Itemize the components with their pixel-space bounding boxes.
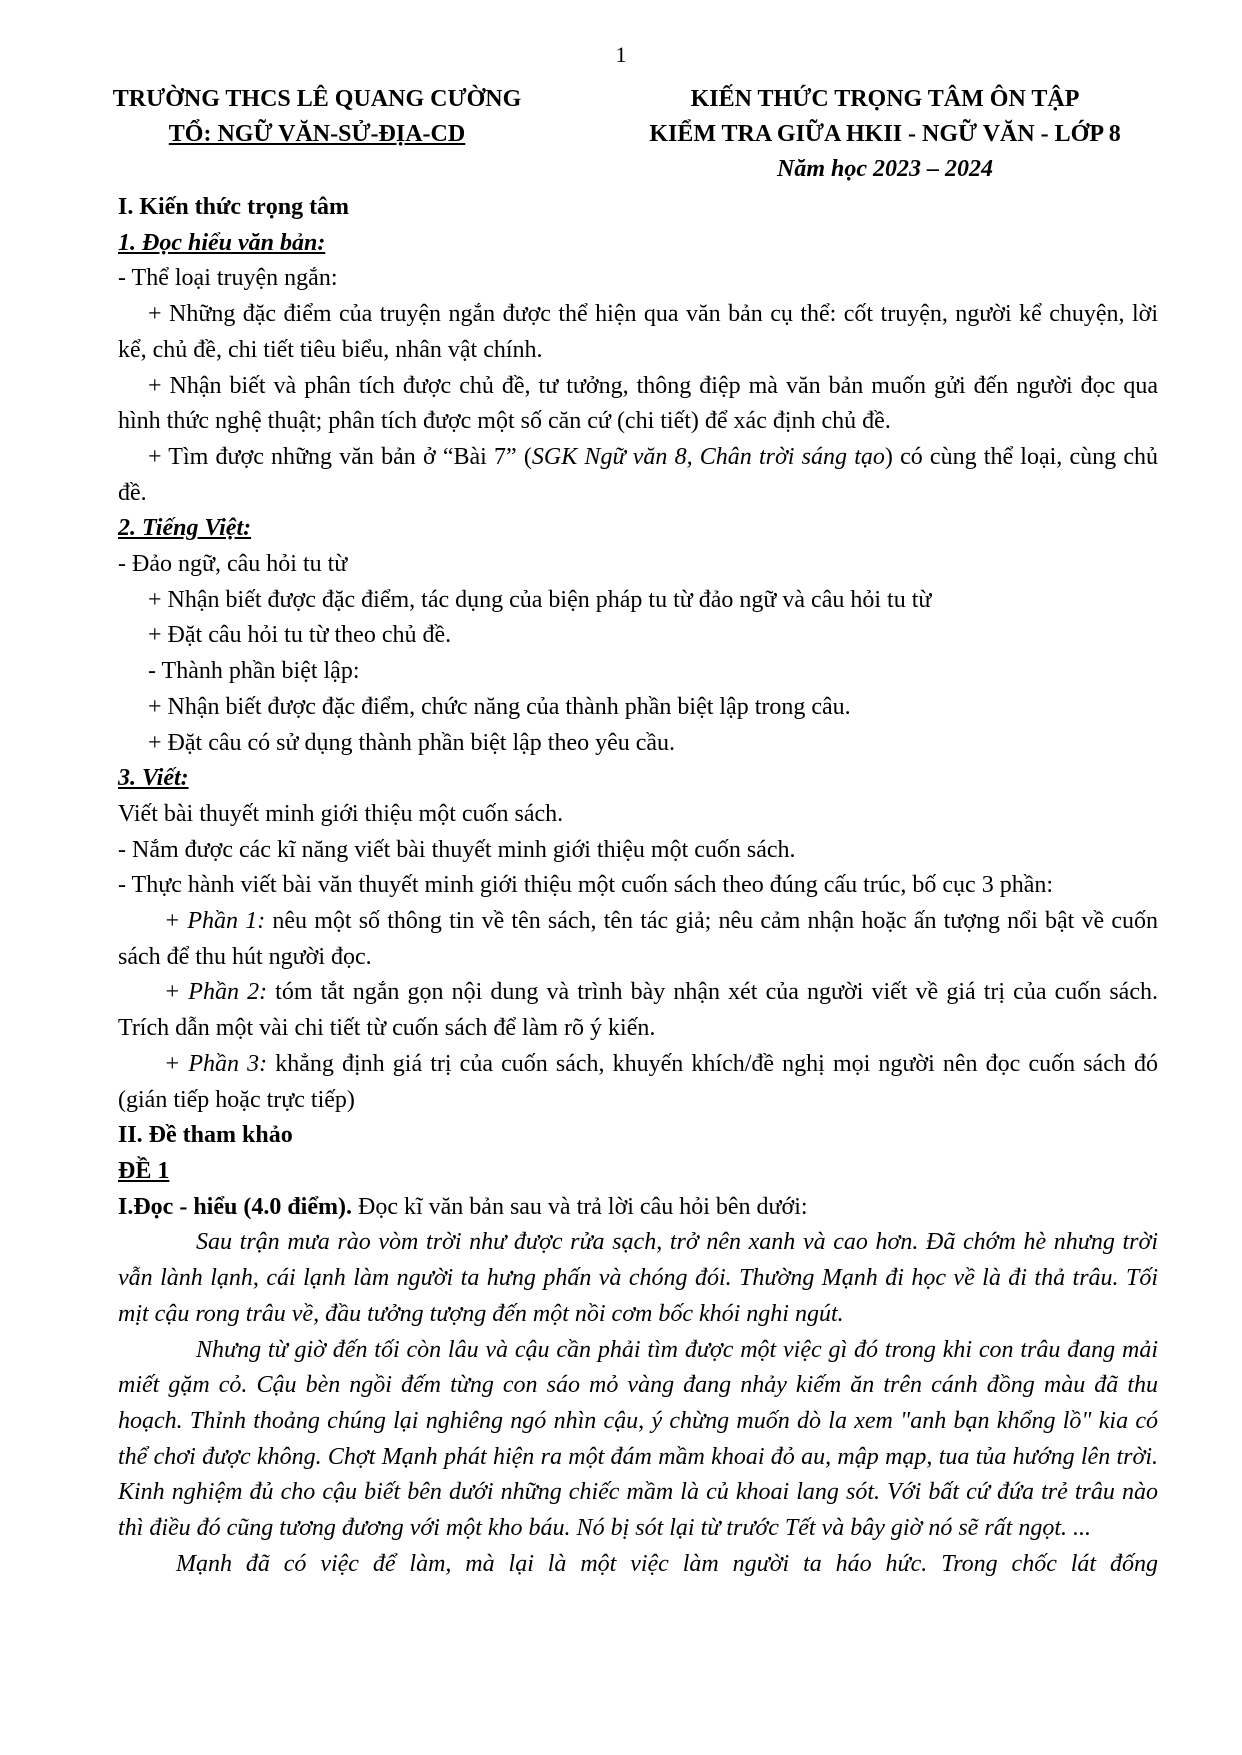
doc-title-line1: KIẾN THỨC TRỌNG TÂM ÔN TẬP [690,86,1080,112]
part2-item4: + Đặt câu có sử dụng thành phần biệt lập theo yêu cầu. [148,729,676,756]
part3-item2: - Thực hành viết bài văn thuyết minh giới thiệu một cuốn sách theo đúng cấu trúc, bố cục 3 phần: [118,872,1054,899]
section1-heading: I. Kiến thức trọng tâm [118,194,350,220]
p1-text: nêu một số thông tin về tên sách, tên tác giả; nêu cảm nhận hoặc ấn tượng nổi bật về cuốn sách để thu hút người đọc. [118,908,1158,970]
passage-paragraph-2: Nhưng từ giờ đến tối còn lâu và cậu cần phải tìm được một việc gì đó trong khi con trâu đang mải miết gặm cỏ. Cậu bèn ngồi đếm từng con sáo mỏ vàng đang nhảy kiếm ăn trên cánh đồng màu đã thu hoạch. Thỉnh thoảng chúng lại nghiêng ngó nhìn cậu, ý chừng muốn dò la xem "anh bạn khổng lồ" kia có thể chơi được không. Chợt Mạnh phát hiện ra một đám mầm khoai đỏ au, mập mạp, tua tủa hướng lên trời. Kinh nghiệm đủ cho cậu biết bên dưới những chiếc mầm là củ khoai lang sót. Với bất cứ đứa trẻ trâu nào thì điều đó cũng tương đương với một kho báu. Nó bị sót lại từ trước Tết và bây giờ nó sẽ rất ngọt. ... [118,1336,1158,1542]
passage-paragraph-3: Mạnh đã có việc để làm, mà lại là một việc làm người ta háo hức. Trong chốc lát đống [176,1550,1158,1577]
section2-heading: II. Đề tham khảo [118,1122,293,1149]
school-year: Năm học 2023 – 2024 [777,156,993,182]
doc-title-line2: KIỂM TRA GIỮA HKII - NGỮ VĂN - LỚP 8 [649,121,1121,147]
part1-item3-c: ) có cùng thể loại, cùng chủ đề. [118,443,1159,506]
part2-topic1: - Đảo ngữ, câu hỏi tu từ [118,551,348,578]
exam-label: ĐỀ 1 [118,1157,170,1184]
part2-item2: + Đặt câu hỏi tu từ theo chủ đề. [148,622,452,649]
page-number: 1 [615,42,627,67]
part3-heading: 3. Viết: [118,765,189,792]
part3-item1: - Nắm được các kĩ năng viết bài thuyết minh giới thiệu một cuốn sách. [118,836,796,863]
header-right [585,82,1185,187]
p1-label: + Phần 1: [164,908,266,935]
part2-item1: + Nhận biết được đặc điểm, tác dụng của biện pháp tu từ đảo ngữ và câu hỏi tu từ [148,586,932,613]
part1-item1: + Những đặc điểm của truyện ngắn được thể hiện qua văn bản cụ thể: cốt truyện, người kể chuyện, lời kể, chủ đề, chi tiết tiêu biểu, nhân vật chính. [118,301,1158,363]
part2-heading: 2. Tiếng Việt: [118,515,252,542]
textbook-title: SGK Ngữ văn 8, Chân trời sáng tạo [531,443,885,470]
p3-label: + Phần 3: [164,1050,268,1077]
reading-instruction: Đọc kĩ văn bản sau và trả lời câu hỏi bên dưới: [351,1193,808,1220]
reading-task [118,1190,1158,1226]
p2-text: tóm tắt ngắn gọn nội dung và trình bày nhận xét của người viết về giá trị của cuốn sách. Trích dẫn một vài chi tiết từ cuốn sách để làm rõ ý kiến. [118,979,1158,1042]
part1-item3 [118,440,1158,511]
passage-paragraph-1: Sau trận mưa rào vòm trời như được rửa sạch, trở nên xanh và cao hơn. Đã chớm hè nhưng trời vẫn lành lạnh, cái lạnh làm người ta hưng phấn và chóng đói. Thường Mạnh đi học về là đi thả trâu. Tối mịt cậu rong trâu về, đầu tưởng tượng đến một nồi cơm bốc khói nghi ngút. [118,1229,1158,1327]
header-left [82,82,552,152]
part3-p3 [118,1047,1158,1118]
part3-p2 [118,975,1158,1046]
school-name: TRƯỜNG THCS LÊ QUANG CƯỜNG [112,86,522,112]
p2-label: + Phần 2: [164,979,268,1006]
part1-item2: + Nhận biết và phân tích được chủ đề, tư tưởng, thông điệp mà văn bản muốn gửi đến người đọc qua hình thức nghệ thuật; phân tích được một số căn cứ (chi tiết) để xác định chủ đề. [118,372,1158,435]
department-name: TỔ: NGỮ VĂN-SỬ-ĐỊA-CD [168,121,466,147]
document-body [118,190,1158,1582]
reading-label: I.Đọc - hiểu (4.0 điểm). [118,1193,352,1220]
part1-item3-a: + Tìm được những văn bản ở “Bài 7” ( [148,443,532,470]
part1-heading: 1. Đọc hiểu văn bản: [118,229,326,256]
part1-genre: - Thể loại truyện ngắn: [118,265,338,292]
part3-intro: Viết bài thuyết minh giới thiệu một cuốn sách. [118,800,564,827]
part3-p1 [118,904,1158,975]
part2-topic2: - Thành phần biệt lập: [148,658,360,685]
p3-text: khẳng định giá trị của cuốn sách, khuyến khích/đề nghị mọi người nên đọc cuốn sách đó (gián tiếp hoặc trực tiếp) [118,1050,1158,1113]
part2-item3: + Nhận biết được đặc điểm, chức năng của thành phần biệt lập trong câu. [148,693,851,720]
